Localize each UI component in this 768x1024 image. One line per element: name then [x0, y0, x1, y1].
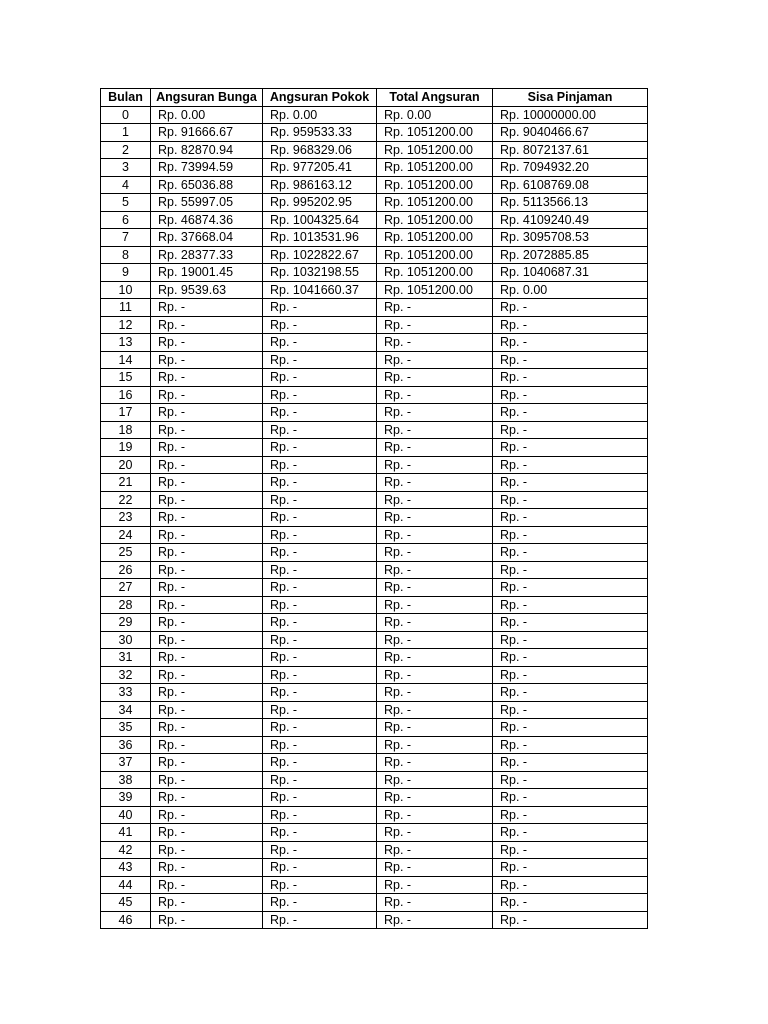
cell-angsuran-bunga: Rp. -	[151, 911, 263, 929]
cell-angsuran-pokok: Rp. -	[263, 509, 377, 527]
cell-angsuran-bunga: Rp. -	[151, 299, 263, 317]
cell-total-angsuran: Rp. 1051200.00	[377, 264, 493, 282]
cell-angsuran-bunga: Rp. 65036.88	[151, 176, 263, 194]
cell-angsuran-bunga: Rp. 55997.05	[151, 194, 263, 212]
cell-sisa-pinjaman: Rp. 10000000.00	[493, 106, 648, 124]
cell-sisa-pinjaman: Rp. 8072137.61	[493, 141, 648, 159]
table-row	[101, 211, 648, 229]
cell-total-angsuran: Rp. -	[377, 789, 493, 807]
cell-angsuran-bunga: Rp. -	[151, 386, 263, 404]
table-row	[101, 334, 648, 352]
cell-sisa-pinjaman: Rp. 6108769.08	[493, 176, 648, 194]
table-row	[101, 264, 648, 282]
table-row	[101, 386, 648, 404]
cell-angsuran-bunga: Rp. -	[151, 369, 263, 387]
cell-sisa-pinjaman: Rp. 9040466.67	[493, 124, 648, 142]
cell-angsuran-bunga: Rp. -	[151, 561, 263, 579]
cell-sisa-pinjaman: Rp. -	[493, 351, 648, 369]
table-row	[101, 876, 648, 894]
cell-angsuran-pokok: Rp. -	[263, 701, 377, 719]
cell-total-angsuran: Rp. 1051200.00	[377, 141, 493, 159]
cell-angsuran-bunga: Rp. -	[151, 754, 263, 772]
cell-angsuran-bunga: Rp. -	[151, 806, 263, 824]
cell-sisa-pinjaman: Rp. -	[493, 299, 648, 317]
cell-sisa-pinjaman: Rp. -	[493, 386, 648, 404]
cell-total-angsuran: Rp. -	[377, 684, 493, 702]
cell-sisa-pinjaman: Rp. -	[493, 666, 648, 684]
cell-angsuran-pokok: Rp. -	[263, 649, 377, 667]
cell-sisa-pinjaman: Rp. -	[493, 474, 648, 492]
cell-total-angsuran: Rp. -	[377, 614, 493, 632]
table-row	[101, 299, 648, 317]
cell-total-angsuran: Rp. -	[377, 509, 493, 527]
table-row	[101, 649, 648, 667]
header-total-angsuran: Total Angsuran	[377, 89, 493, 107]
cell-angsuran-bunga: Rp. -	[151, 491, 263, 509]
cell-angsuran-bunga: Rp. -	[151, 649, 263, 667]
cell-total-angsuran: Rp. -	[377, 754, 493, 772]
cell-bulan: 38	[101, 771, 151, 789]
header-angsuran-pokok: Angsuran Pokok	[263, 89, 377, 107]
table-row	[101, 911, 648, 929]
cell-angsuran-bunga: Rp. 82870.94	[151, 141, 263, 159]
cell-sisa-pinjaman: Rp. 1040687.31	[493, 264, 648, 282]
cell-angsuran-bunga: Rp. -	[151, 596, 263, 614]
loan-amortization-table	[100, 88, 648, 929]
cell-angsuran-pokok: Rp. -	[263, 579, 377, 597]
cell-sisa-pinjaman: Rp. -	[493, 736, 648, 754]
cell-bulan: 26	[101, 561, 151, 579]
cell-angsuran-pokok: Rp. 977205.41	[263, 159, 377, 177]
table-row	[101, 719, 648, 737]
cell-bulan: 45	[101, 894, 151, 912]
cell-angsuran-bunga: Rp. 37668.04	[151, 229, 263, 247]
cell-angsuran-bunga: Rp. -	[151, 771, 263, 789]
cell-sisa-pinjaman: Rp. -	[493, 596, 648, 614]
cell-bulan: 27	[101, 579, 151, 597]
table-row	[101, 736, 648, 754]
cell-sisa-pinjaman: Rp. -	[493, 439, 648, 457]
cell-angsuran-pokok: Rp. -	[263, 806, 377, 824]
table-row	[101, 246, 648, 264]
cell-bulan: 46	[101, 911, 151, 929]
cell-sisa-pinjaman: Rp. 4109240.49	[493, 211, 648, 229]
cell-angsuran-pokok: Rp. -	[263, 474, 377, 492]
cell-total-angsuran: Rp. -	[377, 719, 493, 737]
cell-sisa-pinjaman: Rp. -	[493, 701, 648, 719]
cell-angsuran-pokok: Rp. -	[263, 841, 377, 859]
cell-sisa-pinjaman: Rp. -	[493, 579, 648, 597]
cell-angsuran-pokok: Rp. -	[263, 456, 377, 474]
cell-bulan: 15	[101, 369, 151, 387]
cell-total-angsuran: Rp. -	[377, 911, 493, 929]
table-row	[101, 561, 648, 579]
cell-bulan: 42	[101, 841, 151, 859]
cell-angsuran-bunga: Rp. -	[151, 404, 263, 422]
table-row	[101, 526, 648, 544]
cell-sisa-pinjaman: Rp. 2072885.85	[493, 246, 648, 264]
cell-total-angsuran: Rp. -	[377, 421, 493, 439]
cell-angsuran-bunga: Rp. -	[151, 334, 263, 352]
cell-angsuran-pokok: Rp. -	[263, 386, 377, 404]
cell-angsuran-pokok: Rp. -	[263, 771, 377, 789]
cell-angsuran-pokok: Rp. -	[263, 666, 377, 684]
cell-total-angsuran: Rp. 1051200.00	[377, 281, 493, 299]
cell-total-angsuran: Rp. -	[377, 474, 493, 492]
cell-angsuran-pokok: Rp. -	[263, 299, 377, 317]
cell-bulan: 2	[101, 141, 151, 159]
header-angsuran-bunga: Angsuran Bunga	[151, 89, 263, 107]
cell-angsuran-pokok: Rp. 1041660.37	[263, 281, 377, 299]
cell-sisa-pinjaman: Rp. -	[493, 404, 648, 422]
cell-bulan: 32	[101, 666, 151, 684]
cell-bulan: 31	[101, 649, 151, 667]
cell-total-angsuran: Rp. 1051200.00	[377, 176, 493, 194]
table-row	[101, 474, 648, 492]
cell-sisa-pinjaman: Rp. -	[493, 876, 648, 894]
cell-bulan: 40	[101, 806, 151, 824]
cell-total-angsuran: Rp. -	[377, 334, 493, 352]
cell-angsuran-bunga: Rp. -	[151, 876, 263, 894]
cell-angsuran-bunga: Rp. 73994.59	[151, 159, 263, 177]
cell-total-angsuran: Rp. 1051200.00	[377, 211, 493, 229]
cell-total-angsuran: Rp. -	[377, 491, 493, 509]
table-row	[101, 684, 648, 702]
table-row	[101, 421, 648, 439]
cell-total-angsuran: Rp. -	[377, 824, 493, 842]
cell-sisa-pinjaman: Rp. -	[493, 509, 648, 527]
cell-angsuran-bunga: Rp. -	[151, 684, 263, 702]
cell-sisa-pinjaman: Rp. -	[493, 789, 648, 807]
cell-sisa-pinjaman: Rp. -	[493, 456, 648, 474]
cell-angsuran-pokok: Rp. -	[263, 316, 377, 334]
cell-angsuran-pokok: Rp. 0.00	[263, 106, 377, 124]
cell-angsuran-bunga: Rp. -	[151, 719, 263, 737]
cell-angsuran-bunga: Rp. -	[151, 614, 263, 632]
cell-bulan: 8	[101, 246, 151, 264]
cell-total-angsuran: Rp. 1051200.00	[377, 194, 493, 212]
table-row	[101, 544, 648, 562]
table-row	[101, 194, 648, 212]
cell-bulan: 4	[101, 176, 151, 194]
cell-total-angsuran: Rp. -	[377, 369, 493, 387]
cell-sisa-pinjaman: Rp. -	[493, 491, 648, 509]
cell-sisa-pinjaman: Rp. -	[493, 316, 648, 334]
table-row	[101, 281, 648, 299]
cell-angsuran-pokok: Rp. -	[263, 526, 377, 544]
table-row	[101, 841, 648, 859]
cell-total-angsuran: Rp. -	[377, 299, 493, 317]
cell-angsuran-pokok: Rp. 1004325.64	[263, 211, 377, 229]
header-bulan: Bulan	[101, 89, 151, 107]
table-row	[101, 176, 648, 194]
cell-total-angsuran: Rp. -	[377, 894, 493, 912]
cell-angsuran-bunga: Rp. 0.00	[151, 106, 263, 124]
cell-bulan: 28	[101, 596, 151, 614]
cell-angsuran-bunga: Rp. -	[151, 316, 263, 334]
cell-angsuran-bunga: Rp. -	[151, 841, 263, 859]
cell-total-angsuran: Rp. -	[377, 771, 493, 789]
cell-sisa-pinjaman: Rp. -	[493, 526, 648, 544]
cell-angsuran-bunga: Rp. 19001.45	[151, 264, 263, 282]
cell-angsuran-pokok: Rp. -	[263, 824, 377, 842]
cell-angsuran-bunga: Rp. -	[151, 544, 263, 562]
cell-bulan: 36	[101, 736, 151, 754]
cell-sisa-pinjaman: Rp. 0.00	[493, 281, 648, 299]
table-row	[101, 859, 648, 877]
cell-total-angsuran: Rp. -	[377, 596, 493, 614]
cell-angsuran-pokok: Rp. -	[263, 684, 377, 702]
cell-bulan: 16	[101, 386, 151, 404]
cell-angsuran-bunga: Rp. -	[151, 456, 263, 474]
cell-angsuran-pokok: Rp. -	[263, 754, 377, 772]
cell-bulan: 1	[101, 124, 151, 142]
table-row	[101, 404, 648, 422]
table-row	[101, 806, 648, 824]
cell-sisa-pinjaman: Rp. -	[493, 841, 648, 859]
cell-bulan: 14	[101, 351, 151, 369]
cell-bulan: 12	[101, 316, 151, 334]
cell-angsuran-pokok: Rp. 1013531.96	[263, 229, 377, 247]
cell-total-angsuran: Rp. -	[377, 841, 493, 859]
cell-angsuran-bunga: Rp. -	[151, 509, 263, 527]
cell-angsuran-pokok: Rp. -	[263, 334, 377, 352]
cell-sisa-pinjaman: Rp. 3095708.53	[493, 229, 648, 247]
cell-bulan: 7	[101, 229, 151, 247]
cell-angsuran-pokok: Rp. -	[263, 351, 377, 369]
cell-bulan: 25	[101, 544, 151, 562]
cell-total-angsuran: Rp. 1051200.00	[377, 159, 493, 177]
cell-bulan: 19	[101, 439, 151, 457]
cell-angsuran-pokok: Rp. -	[263, 859, 377, 877]
table-row	[101, 701, 648, 719]
cell-total-angsuran: Rp. -	[377, 404, 493, 422]
cell-sisa-pinjaman: Rp. -	[493, 894, 648, 912]
cell-angsuran-bunga: Rp. -	[151, 439, 263, 457]
table-row	[101, 369, 648, 387]
cell-angsuran-pokok: Rp. -	[263, 421, 377, 439]
cell-bulan: 21	[101, 474, 151, 492]
cell-angsuran-pokok: Rp. -	[263, 789, 377, 807]
cell-bulan: 43	[101, 859, 151, 877]
cell-total-angsuran: Rp. -	[377, 316, 493, 334]
cell-angsuran-bunga: Rp. -	[151, 824, 263, 842]
cell-angsuran-bunga: Rp. -	[151, 421, 263, 439]
cell-sisa-pinjaman: Rp. -	[493, 544, 648, 562]
cell-angsuran-pokok: Rp. 986163.12	[263, 176, 377, 194]
cell-angsuran-pokok: Rp. -	[263, 491, 377, 509]
cell-angsuran-pokok: Rp. -	[263, 404, 377, 422]
cell-angsuran-bunga: Rp. -	[151, 631, 263, 649]
cell-bulan: 39	[101, 789, 151, 807]
table-row	[101, 106, 648, 124]
cell-angsuran-bunga: Rp. 46874.36	[151, 211, 263, 229]
table-row	[101, 824, 648, 842]
cell-sisa-pinjaman: Rp. -	[493, 859, 648, 877]
cell-bulan: 5	[101, 194, 151, 212]
table-body	[101, 106, 648, 929]
cell-total-angsuran: Rp. -	[377, 806, 493, 824]
cell-total-angsuran: Rp. -	[377, 351, 493, 369]
header-sisa-pinjaman: Sisa Pinjaman	[493, 89, 648, 107]
cell-angsuran-pokok: Rp. -	[263, 596, 377, 614]
cell-angsuran-bunga: Rp. -	[151, 894, 263, 912]
cell-sisa-pinjaman: Rp. -	[493, 421, 648, 439]
table-row	[101, 771, 648, 789]
table-row	[101, 789, 648, 807]
cell-bulan: 10	[101, 281, 151, 299]
table-header	[101, 89, 648, 107]
cell-sisa-pinjaman: Rp. -	[493, 334, 648, 352]
table-row	[101, 456, 648, 474]
cell-angsuran-pokok: Rp. 959533.33	[263, 124, 377, 142]
cell-angsuran-bunga: Rp. 9539.63	[151, 281, 263, 299]
cell-bulan: 18	[101, 421, 151, 439]
cell-angsuran-bunga: Rp. -	[151, 701, 263, 719]
cell-sisa-pinjaman: Rp. -	[493, 649, 648, 667]
cell-sisa-pinjaman: Rp. -	[493, 911, 648, 929]
cell-angsuran-pokok: Rp. 1032198.55	[263, 264, 377, 282]
cell-sisa-pinjaman: Rp. -	[493, 561, 648, 579]
cell-bulan: 23	[101, 509, 151, 527]
cell-angsuran-bunga: Rp. -	[151, 474, 263, 492]
cell-bulan: 33	[101, 684, 151, 702]
cell-angsuran-bunga: Rp. -	[151, 736, 263, 754]
cell-total-angsuran: Rp. -	[377, 526, 493, 544]
table-row	[101, 439, 648, 457]
table-row	[101, 509, 648, 527]
cell-total-angsuran: Rp. -	[377, 859, 493, 877]
cell-angsuran-bunga: Rp. -	[151, 351, 263, 369]
cell-bulan: 44	[101, 876, 151, 894]
table-row	[101, 229, 648, 247]
cell-angsuran-pokok: Rp. 1022822.67	[263, 246, 377, 264]
cell-angsuran-pokok: Rp. -	[263, 719, 377, 737]
cell-total-angsuran: Rp. -	[377, 561, 493, 579]
cell-sisa-pinjaman: Rp. -	[493, 369, 648, 387]
cell-bulan: 20	[101, 456, 151, 474]
cell-sisa-pinjaman: Rp. 7094932.20	[493, 159, 648, 177]
cell-angsuran-bunga: Rp. -	[151, 666, 263, 684]
table-row	[101, 316, 648, 334]
cell-angsuran-pokok: Rp. -	[263, 369, 377, 387]
table-row	[101, 351, 648, 369]
cell-bulan: 13	[101, 334, 151, 352]
cell-total-angsuran: Rp. -	[377, 386, 493, 404]
table-row	[101, 631, 648, 649]
cell-total-angsuran: Rp. -	[377, 439, 493, 457]
cell-angsuran-bunga: Rp. 28377.33	[151, 246, 263, 264]
cell-angsuran-pokok: Rp. -	[263, 894, 377, 912]
cell-angsuran-pokok: Rp. -	[263, 544, 377, 562]
cell-bulan: 37	[101, 754, 151, 772]
cell-sisa-pinjaman: Rp. -	[493, 754, 648, 772]
cell-angsuran-bunga: Rp. -	[151, 526, 263, 544]
cell-sisa-pinjaman: Rp. -	[493, 631, 648, 649]
cell-total-angsuran: Rp. -	[377, 876, 493, 894]
table-row	[101, 491, 648, 509]
cell-bulan: 17	[101, 404, 151, 422]
table-row	[101, 596, 648, 614]
cell-angsuran-pokok: Rp. 968329.06	[263, 141, 377, 159]
cell-bulan: 35	[101, 719, 151, 737]
cell-sisa-pinjaman: Rp. -	[493, 771, 648, 789]
cell-bulan: 24	[101, 526, 151, 544]
table-row	[101, 124, 648, 142]
cell-bulan: 30	[101, 631, 151, 649]
cell-total-angsuran: Rp. -	[377, 666, 493, 684]
cell-angsuran-bunga: Rp. -	[151, 859, 263, 877]
table-row	[101, 894, 648, 912]
cell-total-angsuran: Rp. -	[377, 631, 493, 649]
cell-angsuran-pokok: Rp. -	[263, 561, 377, 579]
cell-total-angsuran: Rp. -	[377, 649, 493, 667]
cell-angsuran-pokok: Rp. -	[263, 614, 377, 632]
cell-angsuran-pokok: Rp. -	[263, 736, 377, 754]
cell-total-angsuran: Rp. 0.00	[377, 106, 493, 124]
cell-angsuran-pokok: Rp. -	[263, 439, 377, 457]
table-row	[101, 666, 648, 684]
cell-angsuran-pokok: Rp. -	[263, 631, 377, 649]
cell-angsuran-pokok: Rp. -	[263, 876, 377, 894]
cell-bulan: 0	[101, 106, 151, 124]
cell-total-angsuran: Rp. 1051200.00	[377, 124, 493, 142]
cell-bulan: 11	[101, 299, 151, 317]
cell-angsuran-bunga: Rp. 91666.67	[151, 124, 263, 142]
cell-sisa-pinjaman: Rp. -	[493, 719, 648, 737]
table-row	[101, 754, 648, 772]
table-row	[101, 159, 648, 177]
cell-sisa-pinjaman: Rp. 5113566.13	[493, 194, 648, 212]
cell-bulan: 34	[101, 701, 151, 719]
cell-total-angsuran: Rp. 1051200.00	[377, 229, 493, 247]
cell-total-angsuran: Rp. -	[377, 701, 493, 719]
cell-bulan: 22	[101, 491, 151, 509]
table-row	[101, 141, 648, 159]
cell-sisa-pinjaman: Rp. -	[493, 614, 648, 632]
cell-total-angsuran: Rp. 1051200.00	[377, 246, 493, 264]
header-row	[101, 89, 648, 107]
cell-angsuran-bunga: Rp. -	[151, 789, 263, 807]
cell-total-angsuran: Rp. -	[377, 579, 493, 597]
table-row	[101, 614, 648, 632]
cell-angsuran-pokok: Rp. -	[263, 911, 377, 929]
cell-bulan: 9	[101, 264, 151, 282]
cell-bulan: 6	[101, 211, 151, 229]
cell-sisa-pinjaman: Rp. -	[493, 806, 648, 824]
cell-bulan: 3	[101, 159, 151, 177]
cell-angsuran-pokok: Rp. 995202.95	[263, 194, 377, 212]
cell-sisa-pinjaman: Rp. -	[493, 824, 648, 842]
cell-bulan: 29	[101, 614, 151, 632]
cell-total-angsuran: Rp. -	[377, 736, 493, 754]
cell-total-angsuran: Rp. -	[377, 456, 493, 474]
cell-bulan: 41	[101, 824, 151, 842]
cell-total-angsuran: Rp. -	[377, 544, 493, 562]
table-row	[101, 579, 648, 597]
cell-sisa-pinjaman: Rp. -	[493, 684, 648, 702]
cell-angsuran-bunga: Rp. -	[151, 579, 263, 597]
